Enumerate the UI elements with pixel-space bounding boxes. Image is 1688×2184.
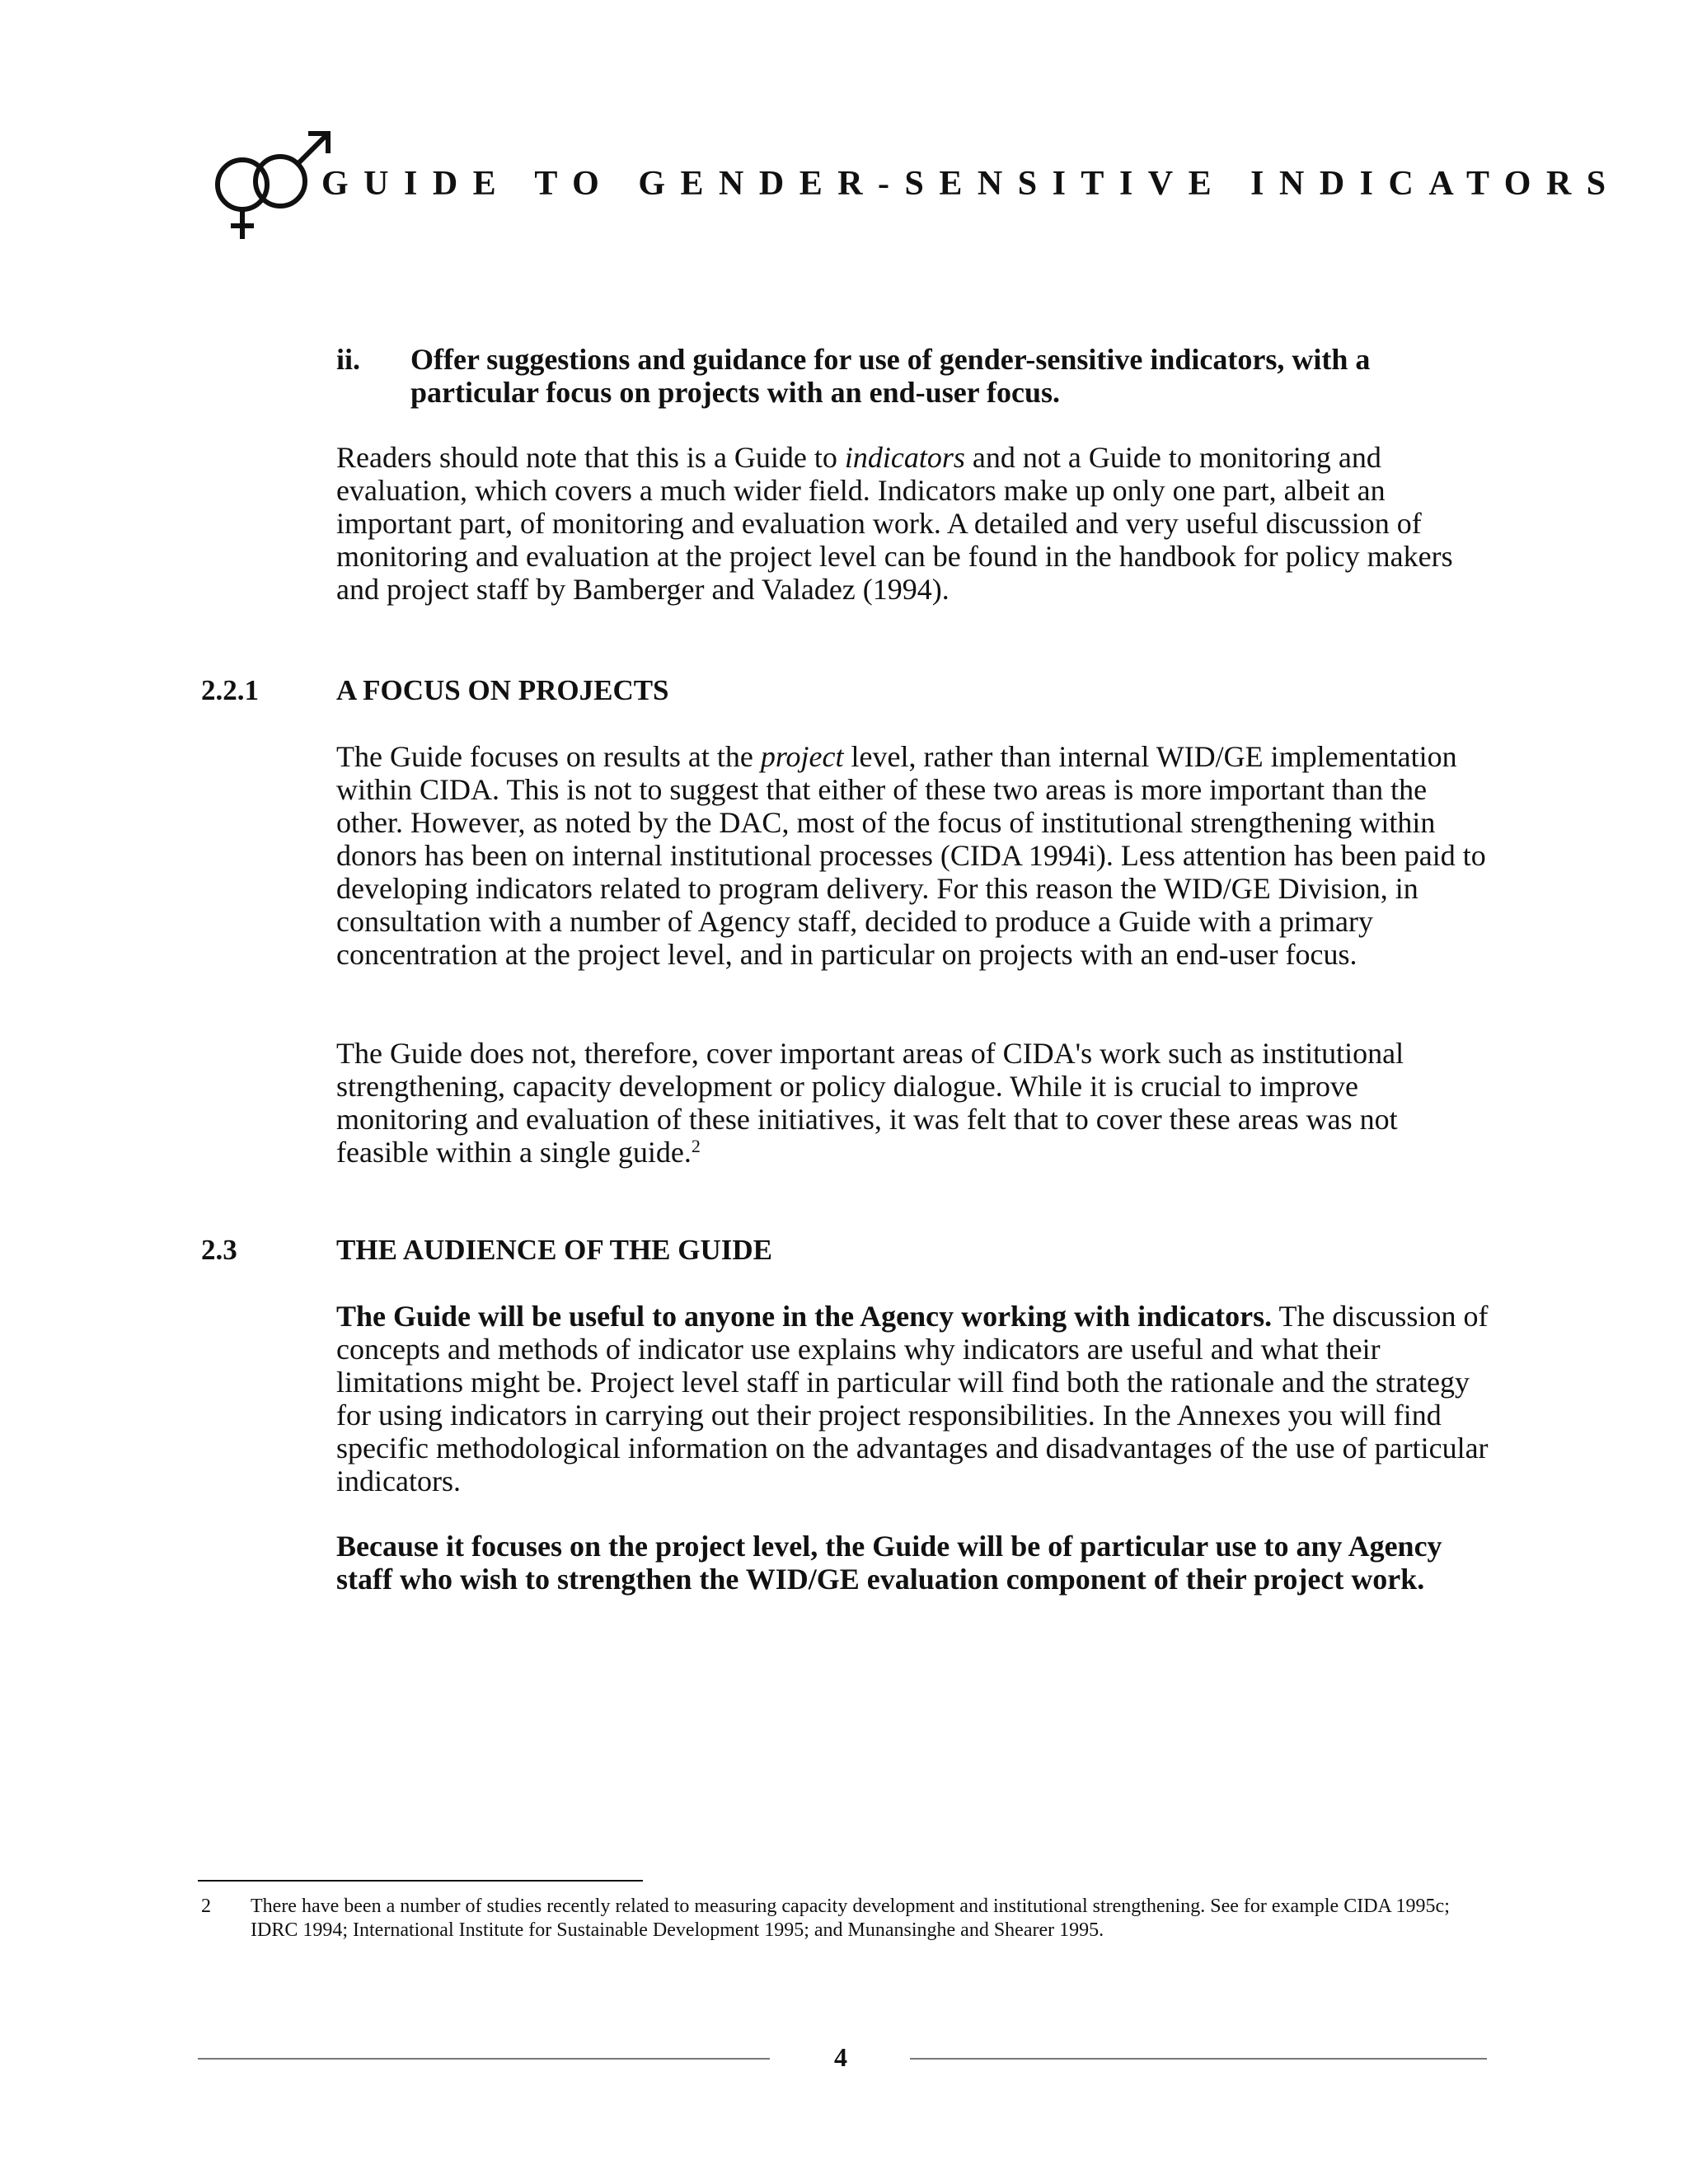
page-number: 4 — [834, 2042, 847, 2072]
gender-symbols-icon — [208, 124, 340, 247]
paragraph-text: Readers should note that this is a Guide to — [336, 441, 845, 474]
paragraph-text: level, rather than internal WID/GE implementation within CIDA. This is not to suggest that either of these two areas is more important than the other. However, as noted by the DAC, most of the focus of institutional strengthening within donors has been on internal institutional processes (CIDA 1994i). Less attention has been paid to developing indicators related to program delivery. For this reason the WID/GE Division, in consultation with a number of Agency staff, decided to produce a Guide with a primary concentration at the project level, and in particular on projects with an end-user focus. — [336, 740, 1486, 971]
footnote-text: There have been a number of studies recently related to measuring capacity development and institutional strengthening. See for example CIDA 1995c; IDRC 1994; International Institute for Sustainable Development 1995; and Munansinghe and Shearer 1995. — [251, 1896, 1450, 1941]
paragraph-project-focus — [336, 740, 1490, 971]
paragraph-audience — [336, 1300, 1490, 1497]
document-title: GUIDE TO GENDER-SENSITIVE INDICATORS — [321, 165, 1621, 203]
emphasis-text: indicators — [844, 441, 965, 474]
paragraph-text: and not a Guide to monitoring and evaluation, which covers a much wider field. Indicators make up only one part, albeit an important part, of monitoring and evaluation work. A detailed and very useful discussion of monitoring and evaluation at the project level can be found in the handbook for policy makers and project staff by Bamberger and Valadez (1994). — [336, 441, 1453, 606]
paragraph-text: The Guide focuses on results at the — [336, 740, 761, 773]
emphasis-text: project — [760, 740, 844, 773]
paragraph-text: Because it focuses on the project level, the Guide will be of particular use to any Agency staff who wish to strengthen the WID/GE evaluation component of their project work. — [336, 1530, 1442, 1596]
list-marker: ii. — [336, 343, 361, 376]
paragraph-indicators-scope — [336, 441, 1490, 606]
page-footer-rule-right — [910, 2058, 1487, 2060]
section-number: 2.3 — [201, 1234, 237, 1266]
paragraph-not-covered — [336, 1037, 1490, 1169]
list-item-text: Offer suggestions and guidance for use of gender-sensitive indicators, with a particular focus on projects with an end-user focus. — [410, 343, 1371, 409]
paragraph-text: The Guide does not, therefore, cover important areas of CIDA's work such as institutional strengthening, capacity development or policy dialogue. While it is crucial to improve monitoring and evaluation of these initiatives, it was felt that to cover these areas was not feasible within a single guide. — [336, 1037, 1404, 1169]
footnote-reference: 2 — [691, 1136, 701, 1156]
bold-lead-text: The Guide will be useful to anyone in the Agency working with indicators. — [336, 1300, 1273, 1333]
paragraph-project-level-use — [336, 1530, 1490, 1596]
section-number: 2.2.1 — [201, 674, 259, 706]
paragraph-text: The discussion of concepts and methods of indicator use explains why indicators are useful and what their limitations might be. Project level staff in particular will find both the rationale and the strategy for using indicators in carrying out their project responsibilities. In the Annexes you will find specific methodological information on the advantages and disadvantages of the use of particular indicators. — [336, 1300, 1489, 1497]
footnote-divider — [198, 1880, 643, 1882]
section-title: THE AUDIENCE OF THE GUIDE — [336, 1234, 772, 1266]
page-header — [208, 124, 1621, 247]
section-title: A FOCUS ON PROJECTS — [336, 674, 669, 706]
page-footer-rule-left — [198, 2058, 770, 2060]
footnote-marker: 2 — [201, 1896, 211, 1917]
